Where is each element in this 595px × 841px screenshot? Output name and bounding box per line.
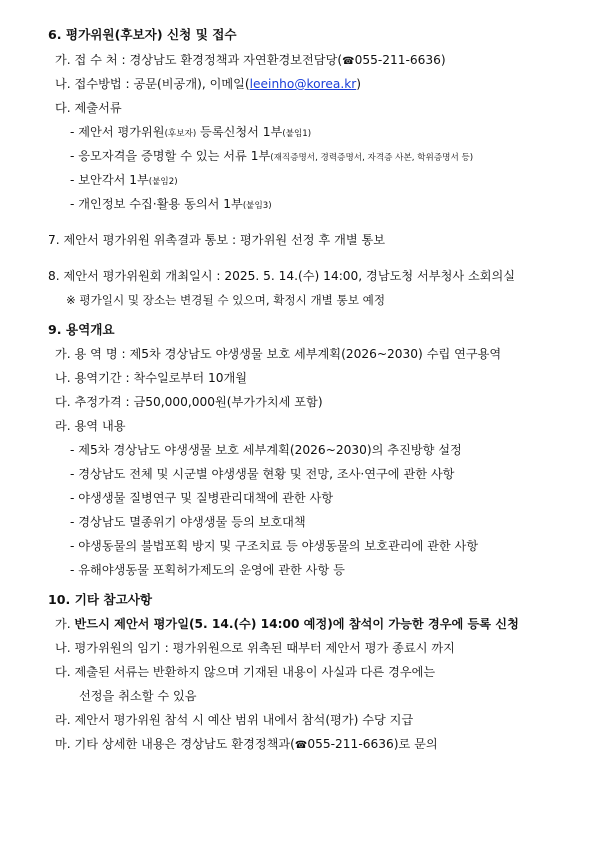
s9-content-item-1: - 제5차 경상남도 야생생물 보호 세부계획(2026~2030)의 추진방향 설정 — [70, 443, 462, 457]
s9-service-name: 가. 용 역 명 : 제5차 경상남도 야생생물 보호 세부계획(2026~2030) 수립 연구용역 — [55, 347, 502, 361]
s6-method-close: ) — [356, 77, 362, 91]
section-6-heading: 6. 평가위원(후보자) 신청 및 접수 — [48, 27, 237, 42]
s6-receiver-text: 가. 접 수 처 : 경상남도 환경정책과 자연환경보전담당( — [55, 53, 343, 67]
doc-1-small-b: (붙임1) — [282, 129, 312, 139]
s9-content-item-2: - 경상남도 전체 및 시군별 야생생물 현황 및 전망, 조사·연구에 관한 사항 — [70, 467, 455, 481]
doc-2-small: (재직증명서, 경력증명서, 자격증 사본, 학위증명서 등) — [270, 153, 474, 163]
s10-item-c: 다. 제출된 서류는 반환하지 않으며 기재된 내용이 사실과 다른 경우에는 — [55, 665, 436, 679]
s10-item-e — [55, 736, 438, 754]
s10-item-a — [55, 616, 519, 632]
s10-item-b: 나. 평가위원의 임기 : 평가위원으로 위촉된 때부터 제안서 평가 종료시 까지 — [55, 641, 455, 655]
s6-doc-item-1 — [70, 124, 311, 142]
s10-item-e-text: 마. 기타 상세한 내용은 경상남도 환경정책과( — [55, 737, 295, 751]
doc-1-main: - 제안서 평가위원 — [70, 125, 165, 139]
doc-1-small-a: (후보자) — [164, 129, 197, 139]
s9-content-item-6: - 유해야생동물 포획허가제도의 운영에 관한 사항 등 — [70, 563, 345, 577]
s9-content-item-3: - 야생생물 질병연구 및 질병관리대책에 관한 사항 — [70, 491, 334, 505]
doc-3-small: (붙임2) — [148, 177, 178, 187]
s6-receiver — [55, 52, 446, 70]
phone-icon: ☎ — [294, 740, 308, 751]
section-9-heading: 9. 용역개요 — [48, 322, 115, 337]
section-7-text: 7. 제안서 평가위원 위촉결과 통보 : 평가위원 선정 후 개별 통보 — [48, 233, 386, 247]
s9-estimated-price: 다. 추정가격 : 금50,000,000원(부가가치세 포함) — [55, 395, 323, 409]
section-8-text: 8. 제안서 평가위원회 개최일시 : 2025. 5. 14.(수) 14:00, 경남도청 서부청사 소회의실 — [48, 269, 516, 283]
s9-service-content-label: 라. 용역 내용 — [55, 419, 126, 433]
s6-method-text: 나. 접수방법 : 공문(비공개), 이메일( — [55, 77, 250, 91]
s6-documents-label: 다. 제출서류 — [55, 101, 122, 115]
s10-item-e-tel: 055-211-6636)로 문의 — [307, 737, 438, 751]
doc-3-main: - 보안각서 1부 — [70, 173, 149, 187]
doc-4-main: - 개인정보 수집·활용 동의서 1부 — [70, 197, 243, 211]
s9-service-period: 나. 용역기간 : 착수일로부터 10개월 — [55, 371, 248, 385]
doc-1-mid: 등록신청서 1부 — [196, 125, 283, 139]
s6-doc-item-3 — [70, 172, 178, 190]
s10-item-a-text: 반드시 제안서 평가일(5. 14.(수) 14:00 예정)에 참석이 가능한 경우에 등록 신청 — [74, 617, 519, 631]
s10-item-d: 라. 제안서 평가위원 참석 시 예산 범위 내에서 참석(평가) 수당 지급 — [55, 713, 414, 727]
s6-doc-item-4 — [70, 196, 272, 214]
section-8-note: ※ 평가일시 및 장소는 변경될 수 있으며, 확정시 개별 통보 예정 — [66, 293, 386, 307]
s10-item-a-label: 가. — [55, 617, 71, 631]
email-link[interactable]: leeinho@korea.kr — [249, 77, 357, 91]
doc-2-main: - 응모자격을 증명할 수 있는 서류 1부 — [70, 149, 271, 163]
doc-4-small: (붙임3) — [242, 201, 272, 211]
phone-icon: ☎ — [342, 56, 355, 67]
section-10-heading: 10. 기타 참고사항 — [48, 592, 153, 607]
s6-method — [55, 76, 361, 92]
s9-content-item-5: - 야생동물의 불법포획 방지 및 구조치료 등 야생동물의 보호관리에 관한 사항 — [70, 539, 479, 553]
s9-content-item-4: - 경상남도 멸종위기 야생생물 등의 보호대책 — [70, 515, 306, 529]
s10-item-c-continued: 선정을 취소할 수 있음 — [79, 689, 197, 703]
s6-doc-item-2 — [70, 148, 473, 166]
s6-receiver-tel: 055-211-6636) — [354, 53, 446, 67]
